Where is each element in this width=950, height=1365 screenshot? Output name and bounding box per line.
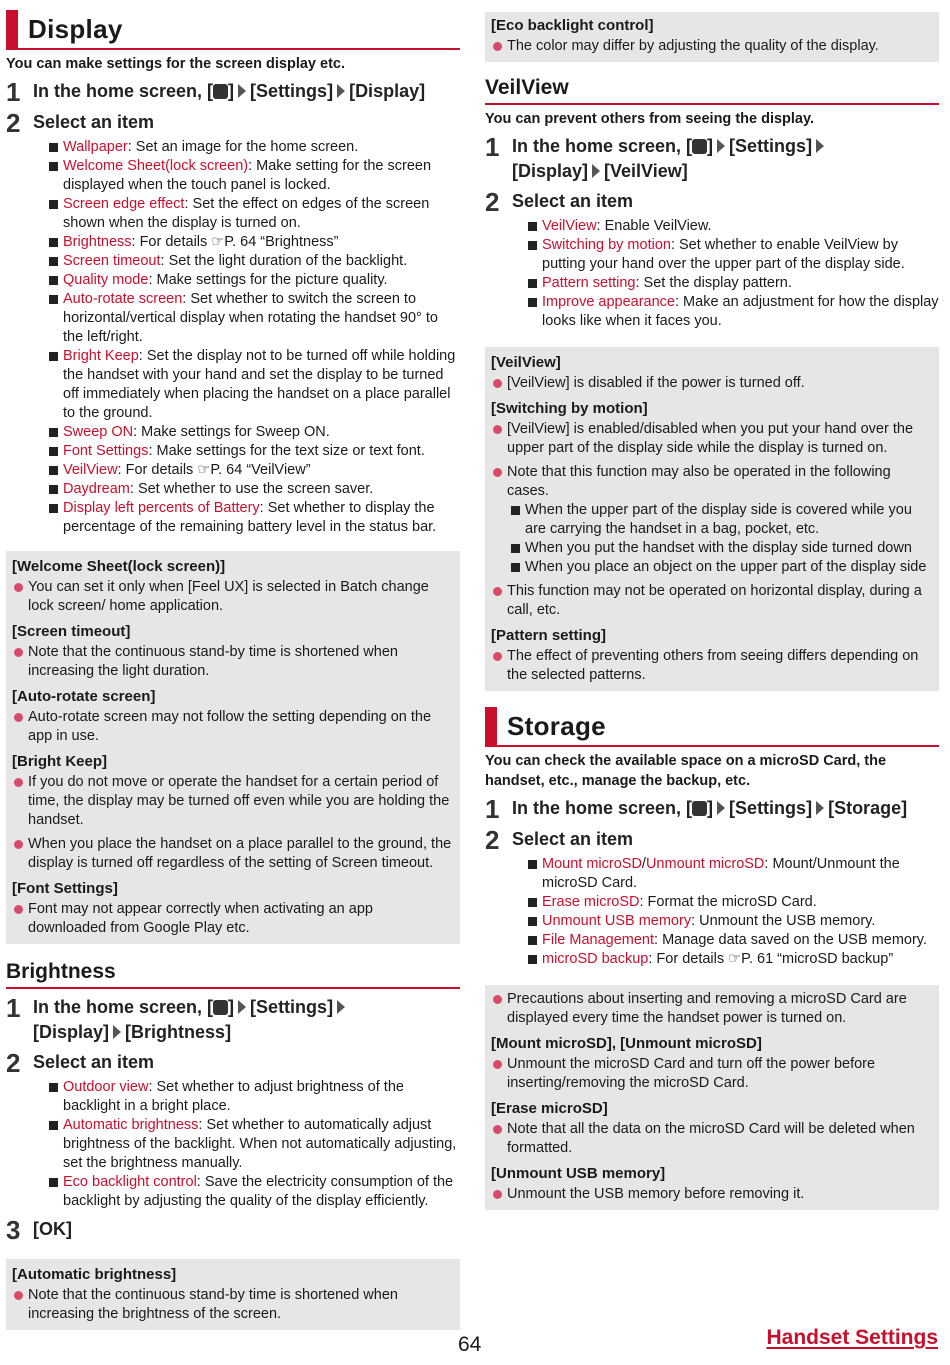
note-bullet: Precautions about inserting and removing a microSD Card are displayed every time the handset power is turned on. — [491, 990, 933, 1028]
note-bullet: The effect of preventing others from seeing differs depending on the selected patterns. — [491, 647, 933, 685]
brightness-notes-box — [6, 1259, 460, 1330]
note-heading: [VeilView] — [491, 354, 561, 371]
step-menu-display: Display — [355, 81, 420, 101]
arrow-right-icon — [337, 1000, 345, 1014]
note-bullet: Note that this function may also be operated in the following cases. — [491, 463, 933, 501]
storage-notes-box — [485, 985, 939, 1210]
list-item — [49, 1173, 460, 1211]
storage-step-2 — [485, 827, 939, 853]
step-text: In the home screen, [ — [33, 997, 214, 1017]
note-bullet: [VeilView] is disabled if the power is turned off. — [491, 374, 933, 393]
apps-key-icon — [692, 139, 707, 154]
note-heading: [Eco backlight control] — [491, 17, 654, 34]
heading-bar — [6, 10, 18, 50]
note-bullet: Auto-rotate screen may not follow the setting depending on the app in use. — [12, 708, 454, 746]
item-description: : Set the display not to be turned off while holding the handset with your hand and set the display to be turned off immediately when placing the handset on a place parallel to the ground. — [63, 348, 456, 421]
note-heading: [Pattern setting] — [491, 627, 607, 644]
step-menu-settings: Settings — [735, 136, 807, 156]
step-menu-settings: Settings — [256, 997, 328, 1017]
list-item — [49, 252, 460, 271]
veilview-step-1: 1 In the home screen, [ ] [Settings] [Display] [VeilView] — [485, 134, 939, 184]
note-bullet: Unmount the USB memory before removing it. — [491, 1185, 933, 1204]
display-title: Display — [28, 14, 123, 44]
list-item — [528, 912, 939, 931]
list-item — [528, 293, 939, 331]
item-description: : Set the effect on edges of the screen shown when the display is turned on. — [63, 196, 430, 231]
step-text: [OK] — [33, 1219, 72, 1239]
item-name-link[interactable]: Auto-rotate screen — [63, 291, 183, 307]
right-column — [485, 0, 939, 1210]
item-description: : Make settings for the picture quality. — [148, 272, 388, 288]
note-bullet: You can set it only when [Feel UX] is selected in Batch change lock screen/ home application. — [12, 578, 454, 616]
item-description: : For details ☞P. 64 “Brightness” — [131, 234, 339, 250]
list-item — [49, 271, 460, 290]
step-text: In the home screen, [ — [33, 81, 214, 101]
step-number: 2 — [485, 825, 500, 855]
item-name-link[interactable]: Screen edge effect — [63, 196, 185, 212]
step-number: 1 — [485, 132, 500, 162]
left-column — [6, 0, 460, 1330]
note-heading: [Mount microSD], [Unmount microSD] — [491, 1035, 762, 1052]
arrow-right-icon — [337, 84, 345, 98]
item-name-link[interactable]: VeilView — [63, 462, 118, 478]
step-text: Select an item — [512, 191, 634, 211]
item-name-link[interactable]: Screen timeout — [63, 253, 161, 269]
item-description: : Set whether to display the percentage of the remaining battery level in the status bar. — [63, 500, 437, 535]
item-name-link[interactable]: Mount microSD — [542, 856, 642, 872]
list-item — [528, 274, 939, 293]
brightness-item-list — [49, 1078, 460, 1211]
arrow-right-icon — [113, 1025, 121, 1039]
apps-key-icon — [213, 1000, 228, 1015]
eco-notes-box — [485, 12, 939, 62]
item-name-link[interactable]: Unmount microSD — [645, 856, 765, 872]
heading-bar — [485, 707, 497, 747]
step-text: Select an item — [33, 112, 155, 132]
item-description: : Unmount the USB memory. — [691, 913, 876, 929]
veilview-notes-box — [485, 347, 939, 691]
note-bullet: [VeilView] is enabled/disabled when you put your hand over the upper part of the display side while the display is turned on. — [491, 420, 933, 458]
step-text: Select an item — [33, 1052, 155, 1072]
item-description: : Set the light duration of the backlight. — [160, 253, 408, 269]
step-menu-brightness: Brightness — [131, 1022, 226, 1042]
page-number: 64 — [458, 1333, 482, 1356]
item-description: : Set whether to enable VeilView by putting your hand over the upper part of the display side. — [542, 237, 905, 272]
step-text: In the home screen, [ — [512, 798, 693, 818]
item-name-link[interactable]: Sweep ON — [63, 424, 134, 440]
step-text: In the home screen, [ — [512, 136, 693, 156]
note-bullet: If you do not move or operate the handset for a certain period of time, the display may be turned off even while you are holding the handset. — [12, 773, 454, 830]
note-heading: [Screen timeout] — [12, 623, 131, 640]
list-item — [528, 931, 939, 950]
item-description: : Make settings for Sweep ON. — [133, 424, 330, 440]
step-menu-settings: Settings — [735, 798, 807, 818]
display-step-1: 1 In the home screen, [ ] [Settings] [Display] — [6, 77, 426, 107]
item-description: : Set whether to switch the screen to horizontal/vertical display when rotating the handset 90° to the left/right. — [63, 291, 438, 345]
section-footer-link[interactable]: Handset Settings — [766, 1326, 938, 1349]
list-item — [49, 195, 460, 233]
item-name-link[interactable]: microSD backup — [542, 951, 649, 967]
step-number: 1 — [485, 794, 500, 824]
note-heading: [Unmount USB memory] — [491, 1165, 666, 1182]
storage-step-1: 1 In the home screen, [ ] [Settings] [Storage] — [485, 794, 908, 824]
item-description: : Make settings for the text size or text font. — [148, 443, 425, 459]
item-name-link[interactable]: Outdoor view — [63, 1079, 149, 1095]
list-item — [49, 1078, 460, 1116]
step-number: 2 — [6, 1048, 21, 1078]
list-item — [49, 233, 460, 252]
storage-title: Storage — [507, 711, 606, 741]
item-name-link[interactable]: Wallpaper — [63, 139, 128, 155]
item-name-link[interactable]: Display left percents of Battery — [63, 500, 260, 516]
item-description: : Manage data saved on the USB memory. — [654, 932, 927, 948]
list-item — [49, 138, 460, 157]
item-description: : Set whether to adjust brightness of the backlight in a bright place. — [63, 1079, 404, 1114]
item-name-link[interactable]: Unmount USB memory — [542, 913, 692, 929]
item-description: : For details ☞P. 61 “microSD backup” — [648, 951, 894, 967]
item-name-link[interactable]: Erase microSD — [542, 894, 640, 910]
item-description: : Set the display pattern. — [635, 275, 792, 291]
display-step-2 — [6, 110, 460, 136]
list-item — [49, 423, 460, 442]
arrow-right-icon — [816, 801, 824, 815]
step-menu-storage: Storage — [834, 798, 902, 818]
note-heading: [Font Settings] — [12, 880, 118, 897]
display-notes-box — [6, 551, 460, 944]
step-text: Select an item — [512, 829, 634, 849]
apps-key-icon — [692, 801, 707, 816]
item-name-link[interactable]: Font Settings — [63, 443, 149, 459]
item-description: : Format the microSD Card. — [639, 894, 817, 910]
list-item — [49, 480, 460, 499]
note-bullet: Font may not appear correctly when activating an app downloaded from Google Play etc. — [12, 900, 454, 938]
step-menu-settings: Settings — [256, 81, 328, 101]
note-bullet: The color may differ by adjusting the quality of the display. — [491, 37, 933, 56]
note-heading: [Switching by motion] — [491, 400, 648, 417]
step-menu-display: Display — [518, 161, 583, 181]
list-item — [528, 236, 939, 274]
arrow-right-icon — [717, 139, 725, 153]
list-item — [49, 442, 460, 461]
step-number: 3 — [6, 1215, 21, 1245]
note-sub-item: When you put the handset with the display side turned down — [491, 539, 933, 558]
step-number: 2 — [485, 187, 500, 217]
item-name-link[interactable]: Improve appearance — [542, 294, 675, 310]
veilview-title: VeilView — [485, 76, 939, 105]
list-item — [49, 499, 460, 537]
list-item — [528, 893, 939, 912]
brightness-step-3 — [6, 1217, 460, 1243]
note-heading: [Welcome Sheet(lock screen)] — [12, 558, 226, 575]
item-description: : Set whether to use the screen saver. — [129, 481, 374, 497]
step-menu-veilview: VeilView — [610, 161, 682, 181]
item-name-link[interactable]: Automatic brightness — [63, 1117, 199, 1133]
note-sub-item: When you place an object on the upper part of the display side — [491, 558, 933, 577]
list-item — [49, 347, 460, 423]
note-sub-item: When the upper part of the display side is covered while you are carrying the handset in a bag, pocket, etc. — [491, 501, 933, 539]
note-heading: [Automatic brightness] — [12, 1266, 177, 1283]
list-item — [49, 157, 460, 195]
note-heading: [Erase microSD] — [491, 1100, 608, 1117]
item-name-link[interactable]: Bright Keep — [63, 348, 139, 364]
note-bullet: Note that all the data on the microSD Card will be deleted when formatted. — [491, 1120, 933, 1158]
step-number: 2 — [6, 108, 21, 138]
note-bullet: When you place the handset on a place parallel to the ground, the display is turned off regardless of the setting of Screen timeout. — [12, 835, 454, 873]
note-bullet: Note that the continuous stand-by time is shortened when increasing the light duration. — [12, 643, 454, 681]
item-description: : Set whether to automatically adjust brightness of the backlight. When not automatically adjusting, set the brightness manually. — [63, 1117, 457, 1171]
arrow-right-icon — [238, 1000, 246, 1014]
item-name-link[interactable]: VeilView — [542, 218, 597, 234]
veilview-intro: You can prevent others from seeing the display. — [485, 111, 815, 127]
item-name-link[interactable]: Switching by motion — [542, 237, 671, 253]
step-number: 1 — [6, 993, 21, 1023]
veilview-step-2 — [485, 189, 939, 215]
step-number: 1 — [6, 77, 21, 107]
list-item — [528, 217, 939, 236]
arrow-right-icon — [238, 84, 246, 98]
step-menu-display: Display — [39, 1022, 104, 1042]
note-bullet: Note that the continuous stand-by time is shortened when increasing the brightness of the screen. — [12, 1286, 454, 1324]
item-name-link[interactable]: Quality mode — [63, 272, 149, 288]
item-name-link[interactable]: Brightness — [63, 234, 132, 250]
item-description: : Set an image for the home screen. — [127, 139, 359, 155]
list-item — [528, 950, 939, 969]
item-description: : Make an adjustment for how the display looks like when it faces you. — [542, 294, 939, 329]
list-item — [528, 855, 939, 893]
arrow-right-icon — [717, 801, 725, 815]
item-name-link[interactable]: File Management — [542, 932, 655, 948]
brightness-title: Brightness — [6, 960, 460, 989]
item-description: : For details ☞P. 64 “VeilView” — [117, 462, 311, 478]
arrow-right-icon — [816, 139, 824, 153]
item-description: : Enable VeilView. — [596, 218, 712, 234]
note-bullet: Unmount the microSD Card and turn off the power before inserting/removing the microSD Card. — [491, 1055, 933, 1093]
display-item-list — [49, 138, 460, 537]
storage-heading — [485, 707, 939, 747]
apps-key-icon — [213, 84, 228, 99]
item-name-link[interactable]: Pattern setting — [542, 275, 636, 291]
brightness-step-1: 1 In the home screen, [ ] [Settings] [Display] [Brightness] — [6, 995, 460, 1045]
list-item — [49, 290, 460, 347]
arrow-right-icon — [592, 164, 600, 178]
display-heading — [6, 10, 460, 50]
item-description: : Save the electricity consumption of the backlight by adjusting the quality of the display efficiently. — [63, 1174, 454, 1209]
display-intro: You can make settings for the screen display etc. — [6, 56, 345, 72]
storage-item-list — [528, 855, 939, 969]
item-separator: / — [641, 856, 646, 872]
veilview-item-list — [528, 217, 939, 331]
list-item — [49, 461, 460, 480]
item-description: : Mount/Unmount the microSD Card. — [542, 856, 900, 891]
item-name-link[interactable]: Daydream — [63, 481, 130, 497]
brightness-step-2 — [6, 1050, 460, 1076]
item-name-link[interactable]: Eco backlight control — [63, 1174, 197, 1190]
note-bullet: This function may not be operated on horizontal display, during a call, etc. — [491, 582, 933, 620]
item-name-link[interactable]: Welcome Sheet(lock screen) — [63, 158, 249, 174]
storage-intro: You can check the available space on a microSD Card, the handset, etc., manage the backup, etc. — [485, 753, 887, 789]
item-description: : Make setting for the screen displayed when the touch panel is locked. — [63, 158, 432, 193]
list-item — [49, 1116, 460, 1173]
note-heading: [Auto-rotate screen] — [12, 688, 156, 705]
note-heading: [Bright Keep] — [12, 753, 107, 770]
